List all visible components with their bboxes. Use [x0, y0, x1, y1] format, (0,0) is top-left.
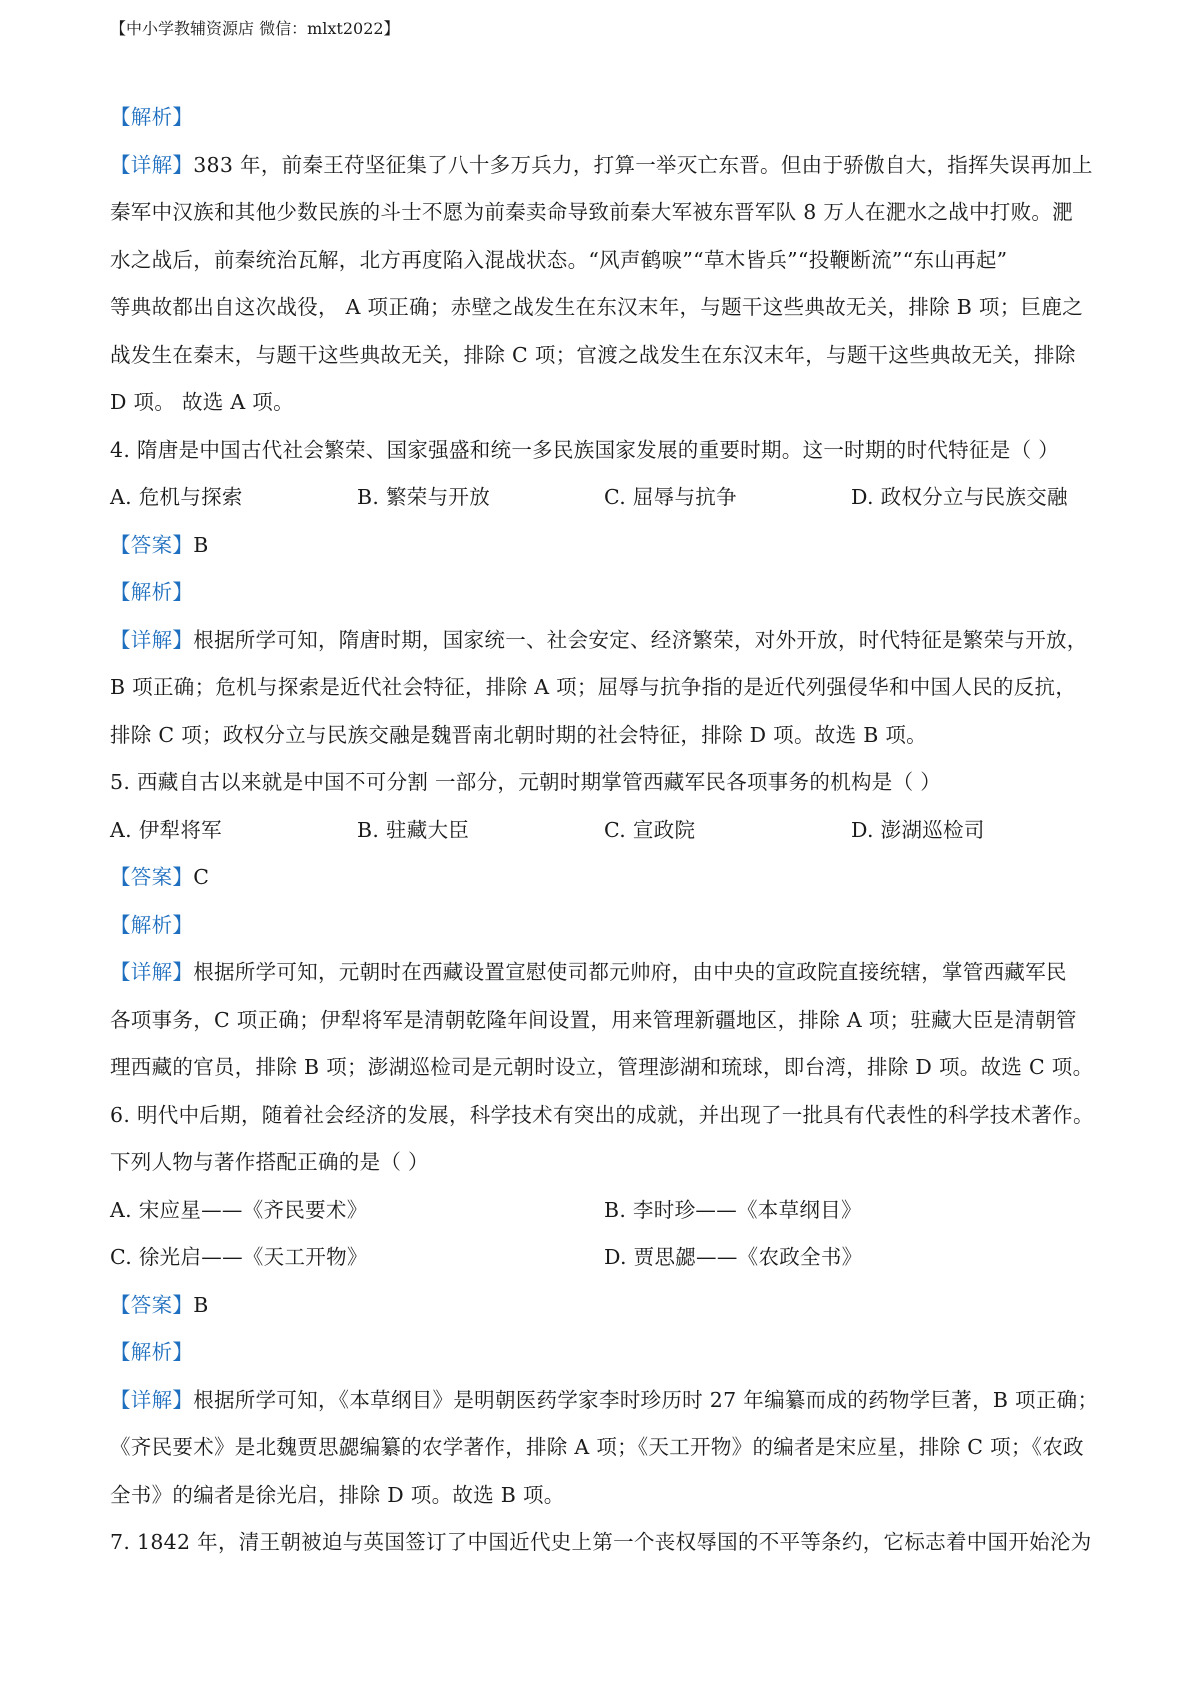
q5-detail-label: 【详解】: [110, 960, 194, 984]
q6-answer: [110, 1282, 1100, 1330]
q4-detail-label: 【详解】: [110, 627, 194, 652]
q4-detail-line: B 项正确；危机与探索是近代社会特征，排除 A 项；屈辱与抗争指的是近代列强侵华和中国人民的反抗，: [110, 675, 1077, 699]
q3-analysis-label: 【解析】: [110, 105, 194, 129]
q6-stem-line: 下列人物与著作搭配正确的是（ ）: [110, 1150, 429, 1174]
q6-options-row: [110, 1187, 1100, 1235]
q5-detail-line: 各项事务，C 项正确；伊犁将军是清朝乾隆年间设置，用来管理新疆地区，排除 A 项；驻藏大臣是清朝管: [110, 1007, 1077, 1032]
q3-detail-line: 383 年，前秦王苻坚征集了八十多万兵力，打算一举灭亡东晋。但由于骄傲自大，指挥失误再加上: [193, 152, 1093, 177]
q5-answer: [110, 854, 1100, 902]
q6-detail-line: 全书》的编者是徐光启，排除 D 项。故选 B 项。: [110, 1482, 565, 1507]
q5-stem: 5. 西藏自古以来就是中国不可分割 一部分，元朝时期掌管西藏军民各项事务的机构是（ ）: [110, 770, 942, 794]
q6-option-b: B. 李时珍——《本草纲目》: [604, 1197, 862, 1222]
q5-options: [110, 807, 1100, 855]
q5-analysis-label: 【解析】: [110, 912, 194, 937]
q6-options-row: [110, 1234, 1100, 1282]
q4-option-a: A. 危机与探索: [110, 485, 243, 509]
q5-option-b: B. 驻藏大臣: [357, 817, 470, 842]
q7-stem: 7. 1842 年，清王朝被迫与英国签订了中国近代史上第一个丧权辱国的不平等条约，它标志着中国开始沦为: [110, 1530, 1092, 1554]
q3-detail-line: D 项。 故选 A 项。: [110, 390, 294, 414]
q6-detail-label: 【详解】: [110, 1387, 194, 1412]
q6-detail-line: 根据所学可知，《本草纲目》是明朝医药学家李时珍历时 27 年编纂而成的药物学巨著，B 项正确；: [193, 1387, 1099, 1412]
q5-detail-line: 理西藏的官员，排除 B 项；澎湖巡检司是元朝时设立，管理澎湖和琉球，即台湾，排除 D 项。故选 C 项。: [110, 1055, 1094, 1079]
q6-option-d: D. 贾思勰——《农政全书》: [604, 1245, 863, 1269]
q6-answer-value: B: [193, 1292, 209, 1317]
q4-detail-line: 根据所学可知，隋唐时期，国家统一、社会安定、经济繁荣，对外开放，时代特征是繁荣与开放，: [193, 627, 1088, 652]
q6-stem-line: 6. 明代中后期，随着社会经济的发展，科学技术有突出的成就，并出现了一批具有代表性的科学技术著作。: [110, 1102, 1094, 1127]
document-body: [110, 94, 1100, 1567]
q5-detail-line: 根据所学可知，元朝时在西藏设置宣慰使司都元帅府，由中央的宣政院直接统辖，掌管西藏军民: [193, 960, 1067, 984]
q4-option-c: C. 屈辱与抗争: [604, 485, 737, 509]
q5-option-c: C. 宣政院: [604, 817, 696, 842]
q5-option-a: A. 伊犁将军: [110, 817, 222, 842]
q4-analysis-label: 【解析】: [110, 580, 194, 604]
q5-detail: [110, 949, 1100, 1092]
q6-option-c: C. 徐光启——《天工开物》: [110, 1245, 368, 1269]
q3-detail-line: 秦军中汉族和其他少数民族的斗士不愿为前秦卖命导致前秦大军被东晋军队 8 万人在淝水之战中打败。淝: [110, 200, 1073, 224]
q4-answer-label: 【答案】: [110, 532, 194, 557]
q4-option-b: B. 繁荣与开放: [357, 485, 490, 509]
q6-answer-label: 【答案】: [110, 1292, 194, 1317]
q4-option-d: D. 政权分立与民族交融: [851, 485, 1068, 509]
q4-answer: [110, 522, 1100, 570]
q5-answer-label: 【答案】: [110, 865, 194, 889]
q4-stem: 4. 隋唐是中国古代社会繁荣、国家强盛和统一多民族国家发展的重要时期。这一时期的时代特征是（ ）: [110, 437, 1059, 462]
q3-detail-line: 水之战后，前秦统治瓦解，北方再度陷入混战状态。“风声鹤唳”“草木皆兵”“投鞭断流”“东山再起”: [110, 247, 1008, 272]
q6-analysis-label: 【解析】: [110, 1340, 194, 1364]
q3-detail-label: 【详解】: [110, 152, 194, 177]
q6-detail: [110, 1377, 1100, 1520]
q3-detail-line: 等典故都出自这次战役， A 项正确；赤壁之战发生在东汉末年，与题干这些典故无关，排除 B 项；巨鹿之: [110, 295, 1083, 319]
q3-detail-line: 战发生在秦末，与题干这些典故无关，排除 C 项；官渡之战发生在东汉末年，与题干这些典故无关，排除: [110, 342, 1076, 367]
q4-detail: [110, 617, 1100, 760]
q5-answer-value: C: [193, 865, 210, 889]
q3-detail: [110, 142, 1100, 427]
q5-option-d: D. 澎湖巡检司: [851, 817, 985, 842]
page-header: 【中小学教辅资源店 微信：mlxt2022】: [110, 19, 400, 38]
q6-option-a: A. 宋应星——《齐民要术》: [110, 1197, 368, 1222]
q4-detail-line: 排除 C 项；政权分立与民族交融是魏晋南北朝时期的社会特征，排除 D 项。故选 B 项。: [110, 722, 927, 747]
q6-detail-line: 《齐民要术》是北魏贾思勰编纂的农学著作，排除 A 项；《天工开物》的编者是宋应星，排除 C 项；《农政: [110, 1435, 1084, 1459]
q4-options: [110, 474, 1100, 522]
q4-answer-value: B: [193, 532, 209, 557]
